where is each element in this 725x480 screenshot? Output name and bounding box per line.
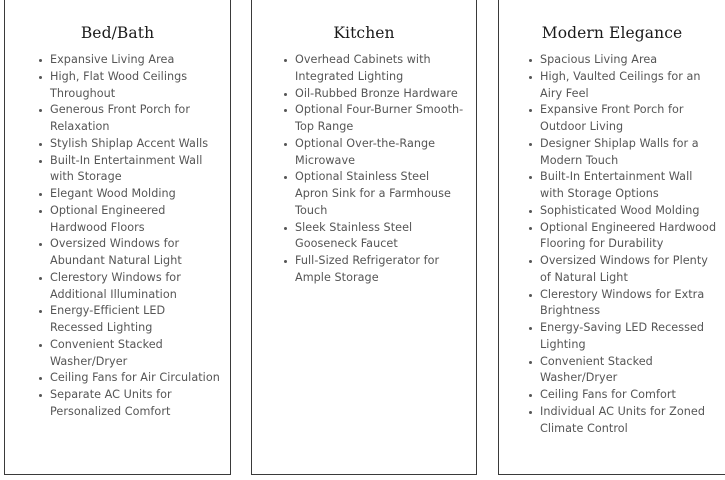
feature-list <box>252 52 476 287</box>
feature-item: Expansive Front Porch for Outdoor Living <box>529 102 717 136</box>
feature-item: Energy-Saving LED Recessed Lighting <box>529 320 717 354</box>
feature-item: Optional Engineered Hardwood Floors <box>39 203 220 237</box>
feature-item: Built-In Entertainment Wall with Storage Options <box>529 169 717 203</box>
bed-bath-panel <box>4 0 231 475</box>
feature-item: Full-Sized Refrigerator for Ample Storage <box>284 253 466 287</box>
panel-title: Bed/Bath <box>80 24 155 42</box>
feature-item: Ceiling Fans for Air Circulation <box>39 370 220 387</box>
feature-item: Optional Over-the-Range Microwave <box>284 136 466 170</box>
feature-item: High, Flat Wood Ceilings Throughout <box>39 69 220 103</box>
feature-item: Ceiling Fans for Comfort <box>529 387 717 404</box>
feature-item: Oversized Windows for Plenty of Natural Light <box>529 253 717 287</box>
feature-item: Sophisticated Wood Molding <box>529 203 717 220</box>
feature-item: Elegant Wood Molding <box>39 186 220 203</box>
feature-item: Stylish Shiplap Accent Walls <box>39 136 220 153</box>
feature-item: Spacious Living Area <box>529 52 717 69</box>
feature-item: Clerestory Windows for Additional Illumination <box>39 270 220 304</box>
feature-item: Separate AC Units for Personalized Comfort <box>39 387 220 421</box>
feature-item: Designer Shiplap Walls for a Modern Touch <box>529 136 717 170</box>
feature-item: Optional Stainless Steel Apron Sink for a Farmhouse Touch <box>284 169 466 219</box>
panel-title: Kitchen <box>333 24 395 42</box>
feature-item: Individual AC Units for Zoned Climate Control <box>529 404 717 438</box>
feature-item: Clerestory Windows for Extra Brightness <box>529 287 717 321</box>
panel-title: Modern Elegance <box>541 24 683 42</box>
feature-item: Energy-Efficient LED Recessed Lighting <box>39 303 220 337</box>
feature-item: High, Vaulted Ceilings for an Airy Feel <box>529 69 717 103</box>
feature-item: Convenient Stacked Washer/Dryer <box>39 337 220 371</box>
kitchen-panel <box>251 0 477 475</box>
feature-list <box>5 52 230 421</box>
feature-item: Built-In Entertainment Wall with Storage <box>39 153 220 187</box>
feature-item: Oil-Rubbed Bronze Hardware <box>284 86 466 103</box>
feature-item: Overhead Cabinets with Integrated Lighting <box>284 52 466 86</box>
feature-item: Convenient Stacked Washer/Dryer <box>529 354 717 388</box>
feature-item: Sleek Stainless Steel Gooseneck Faucet <box>284 220 466 254</box>
modern-elegance-panel <box>498 0 725 475</box>
feature-list <box>499 52 725 437</box>
feature-item: Expansive Living Area <box>39 52 220 69</box>
feature-item: Optional Engineered Hardwood Flooring for Durability <box>529 220 717 254</box>
feature-item: Optional Four-Burner Smooth-Top Range <box>284 102 466 136</box>
feature-item: Oversized Windows for Abundant Natural Light <box>39 236 220 270</box>
feature-item: Generous Front Porch for Relaxation <box>39 102 220 136</box>
